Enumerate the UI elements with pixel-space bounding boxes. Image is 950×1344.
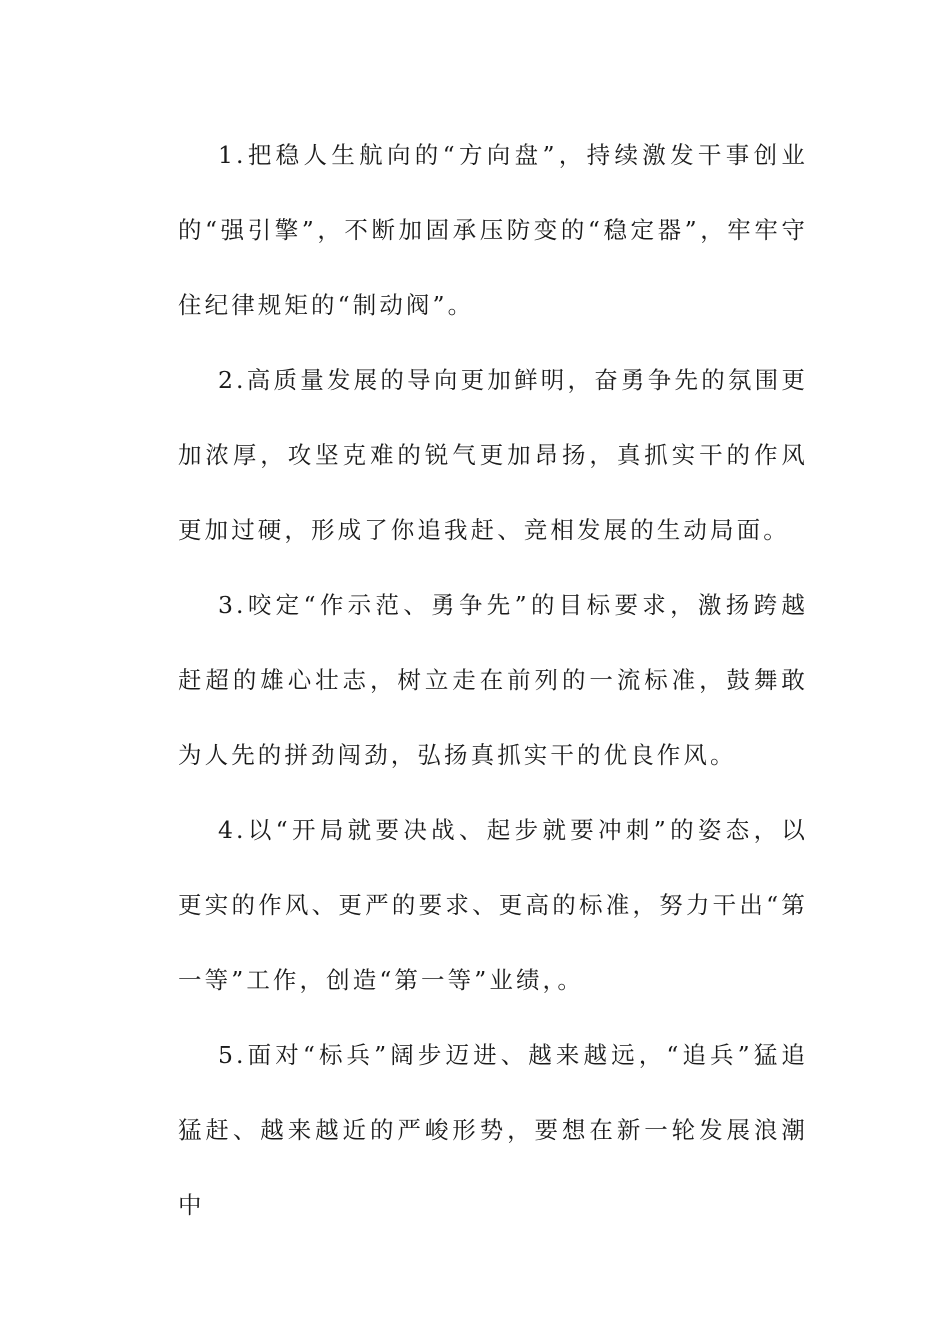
paragraph-3: 3.咬定“作示范、勇争先”的目标要求，激扬跨越赶超的雄心壮志，树立走在前列的一流标准，鼓舞敢为人先的拼劲闯劲，弘扬真抓实干的优良作风。 [178, 591, 808, 769]
document-body [178, 118, 808, 1243]
paragraph-2: 2.高质量发展的导向更加鲜明，奋勇争先的氛围更加浓厚，攻坚克难的锐气更加昂扬，真抓实干的作风更加过硬，形成了你追我赶、竞相发展的生动局面。 [178, 366, 808, 544]
paragraph-5: 5.面对“标兵”阔步迈进、越来越远，“追兵”猛追猛赶、越来越近的严峻形势，要想在新一轮发展浪潮中 [178, 1041, 808, 1219]
paragraph-1: 1.把稳人生航向的“方向盘”，持续激发干事创业的“强引擎”，不断加固承压防变的“稳定器”，牢牢守住纪律规矩的“制动阀”。 [178, 141, 808, 319]
paragraph-4: 4.以“开局就要决战、起步就要冲刺”的姿态，以更实的作风、更严的要求、更高的标准，努力干出“第一等”工作，创造“第一等”业绩，。 [178, 816, 808, 994]
